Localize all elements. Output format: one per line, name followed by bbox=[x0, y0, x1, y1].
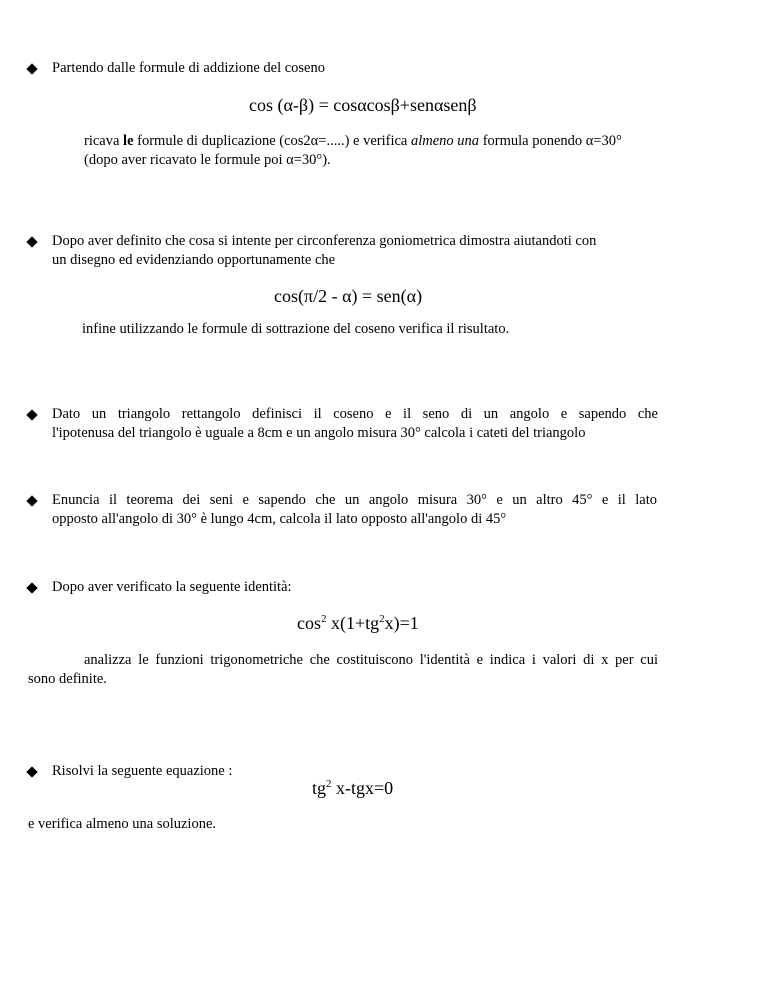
item-5-intro: Dopo aver verificato la seguente identità: bbox=[52, 579, 292, 595]
item-2-formula: cos(π/2 - α) = sen(α) bbox=[274, 286, 423, 306]
item-4-text-line-1: Enuncia il teorema dei seni e sapendo che un angolo misura 30° e un altro 45° e il lato bbox=[52, 492, 657, 508]
item-1-intro: Partendo dalle formule di addizione del coseno bbox=[52, 60, 325, 76]
item-2-text: infine utilizzando le formule di sottrazione del coseno verifica il risultato. bbox=[82, 321, 510, 337]
item-3-text-line-1: Dato un triangolo rettangolo definisci il coseno e il seno di un angolo e sapendo che bbox=[52, 406, 658, 422]
item-5-formula: $\cos^2 x(1+tg^2x)=1$ bbox=[297, 613, 419, 633]
item-4-text-line-2: opposto all'angolo di 30° è lungo 4cm, calcola il lato opposto all'angolo di 45° bbox=[52, 511, 507, 527]
bullet-icon bbox=[26, 582, 37, 593]
item-2-intro-line-2: un disegno ed evidenziando opportunamente che bbox=[52, 252, 336, 268]
item-6-text: e verifica almeno una soluzione. bbox=[28, 816, 217, 832]
item-2-intro-line-1: Dopo aver definito che cosa si intente per circonferenza goniometrica dimostra aiutandoti con bbox=[52, 233, 597, 249]
bullet-icon bbox=[26, 495, 37, 506]
item-3-text-line-2: l'ipotenusa del triangolo è uguale a 8cm e un angolo misura 30° calcola i cateti del triangolo bbox=[52, 425, 586, 441]
item-6-intro: Risolvi la seguente equazione : bbox=[52, 763, 233, 779]
item-1-formula: cos (α-β) = cosαcosβ+senαsenβ bbox=[249, 95, 477, 115]
item-5-text-line-2: sono definite. bbox=[28, 671, 107, 687]
item-5-text-line-1: analizza le funzioni trigonometriche che costituiscono l'identità e indica i valori di x per cui bbox=[84, 652, 658, 668]
bullet-icon bbox=[26, 409, 37, 420]
bullet-icon bbox=[26, 236, 37, 247]
item-1-text-line-2: (dopo aver ricavato le formule poi α=30°). bbox=[84, 152, 331, 168]
bullet-icon bbox=[26, 766, 37, 777]
item-1-text-line-1: ricava le formule di duplicazione (cos2α=.....) e verifica almeno una formula ponendo α=30° bbox=[84, 133, 622, 149]
item-6-formula: $tg^2$ x-tgx=0 bbox=[312, 778, 394, 798]
bullet-icon bbox=[26, 63, 37, 74]
